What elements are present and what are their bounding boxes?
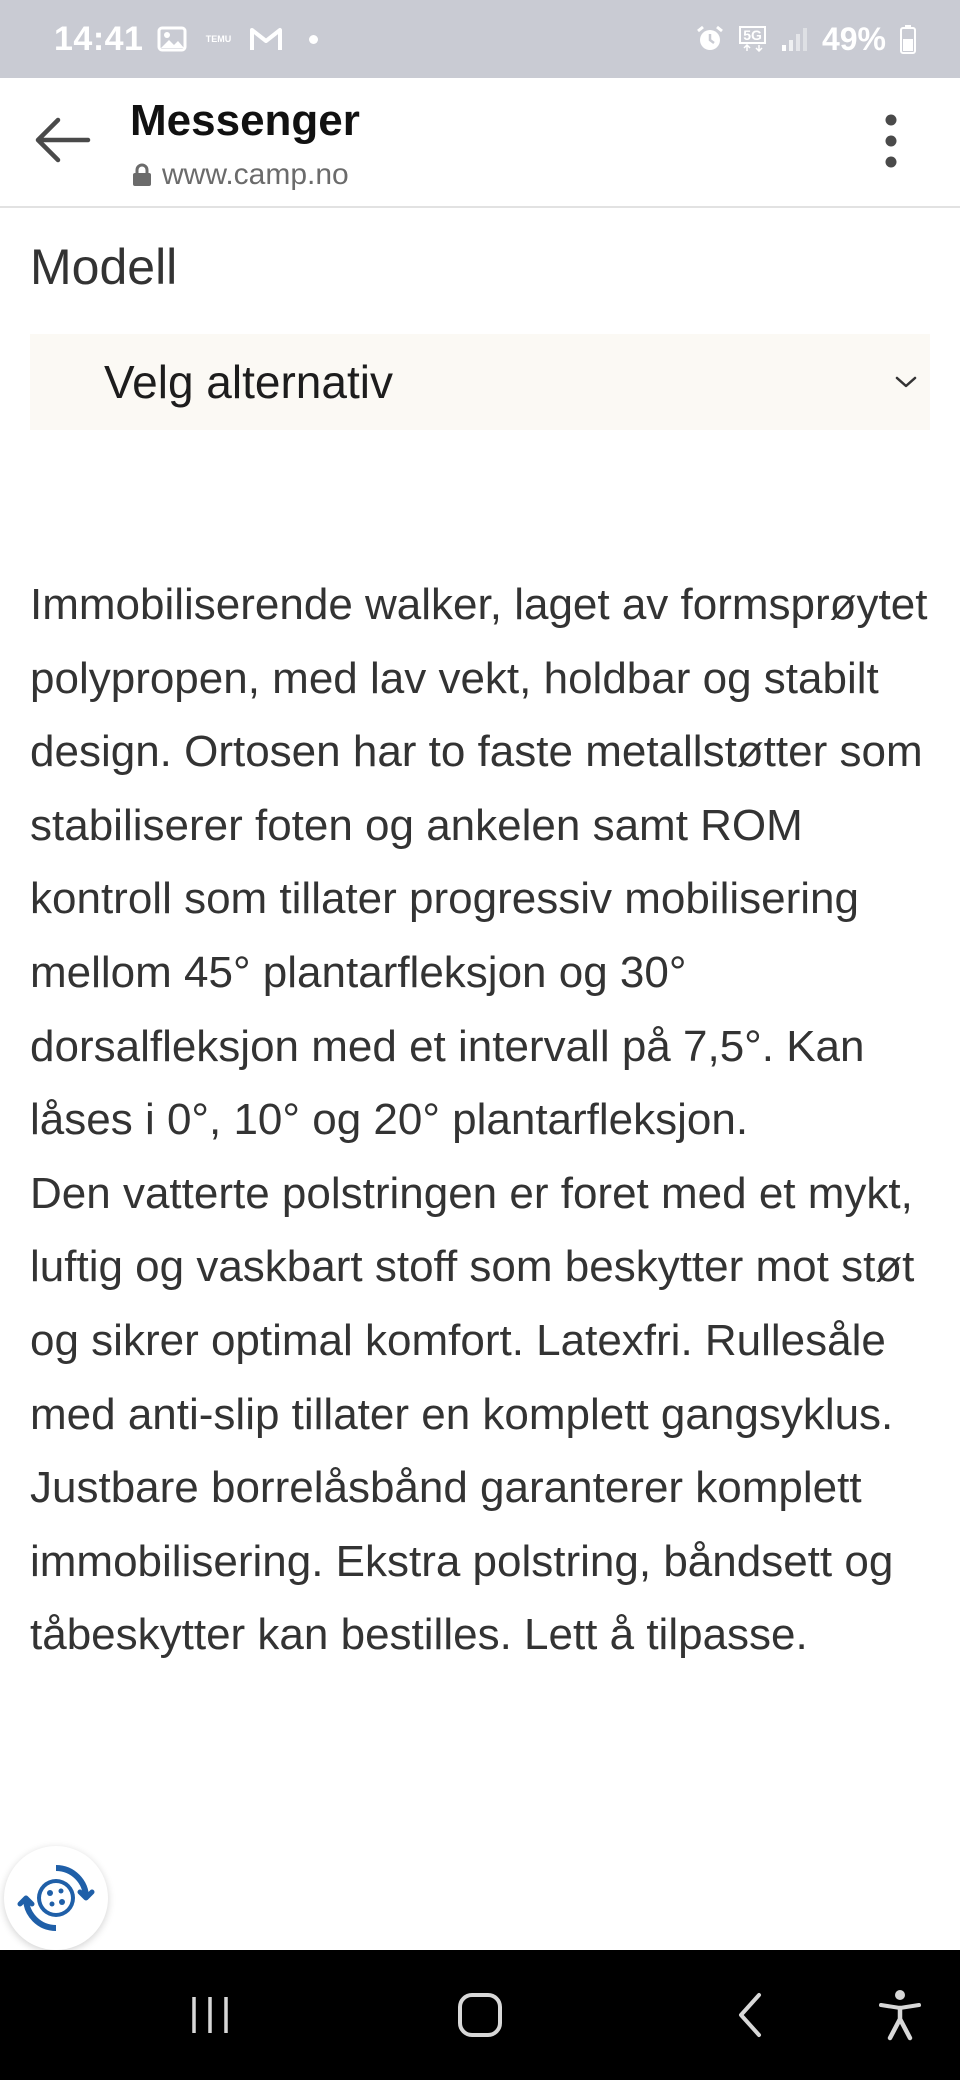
signal-icon [780, 25, 808, 53]
temu-icon [201, 34, 235, 44]
network-label: 5G [739, 26, 766, 44]
recent-apps-icon [188, 1995, 232, 2035]
cookie-settings-button[interactable] [4, 1846, 108, 1950]
description-paragraph: Immobiliserende walker, laget av formsprøytet polypropen, med lav vekt, holdbar og stabilt design. Ortosen har to faste metallstøtter som stabiliserer foten og ankelen samt ROM kontroll som tillater progressiv mobilisering mellom 45° plantarfleksjon og 30° dorsalfleksjon med et intervall på 7,5°. Kan låses i 0°, 10° og 20° plantarfleksjon. [30, 580, 928, 1145]
dot-icon [309, 35, 318, 44]
arrow-left-icon [30, 108, 94, 172]
recent-apps-button[interactable] [170, 1950, 250, 2080]
back-button[interactable] [30, 108, 94, 172]
navigation-bar [0, 1950, 960, 2080]
battery-icon [900, 24, 916, 54]
lock-icon [132, 163, 152, 187]
page-url: www.camp.no [162, 158, 349, 191]
status-time: 14:41 [54, 19, 144, 58]
temu-label: TEMU [205, 34, 232, 44]
page-title: Messenger [130, 96, 360, 145]
5g-icon [739, 26, 766, 52]
browser-header [0, 78, 960, 208]
accessibility-button[interactable] [860, 1950, 940, 2080]
gmail-icon [249, 26, 283, 52]
battery-percentage: 49% [821, 20, 886, 57]
description-paragraph: Den vatterte polstringen er foret med et mykt, luftig og vaskbart stoff som beskytter mot støt og sikrer optimal komfort. Latexfri. Rullesåle med anti-slip tillater en komplett gangsyklus. Justbare borrelåsbånd garanterer komplett immobilisering. Ekstra polstring, båndsett og tåbeskytter kan bestilles. Lett å tilpasse. [30, 1168, 915, 1660]
image-icon [157, 25, 187, 53]
alarm-icon [695, 24, 725, 54]
more-vertical-icon [870, 110, 912, 172]
home-button[interactable] [440, 1950, 520, 2080]
url-row[interactable] [132, 158, 349, 192]
accessibility-icon [878, 1989, 922, 2041]
more-menu-button[interactable] [870, 110, 912, 172]
model-select-value: Velg alternativ [104, 356, 393, 408]
home-icon [457, 1992, 503, 2038]
model-label: Modell [30, 239, 178, 295]
system-back-button[interactable] [710, 1950, 790, 2080]
chevron-down-icon [892, 372, 920, 392]
product-description [30, 568, 930, 1672]
back-icon [735, 1992, 765, 2038]
cookie-settings-icon [16, 1858, 96, 1938]
status-bar [0, 0, 960, 78]
model-select[interactable] [30, 334, 930, 430]
page-content [30, 208, 930, 1948]
